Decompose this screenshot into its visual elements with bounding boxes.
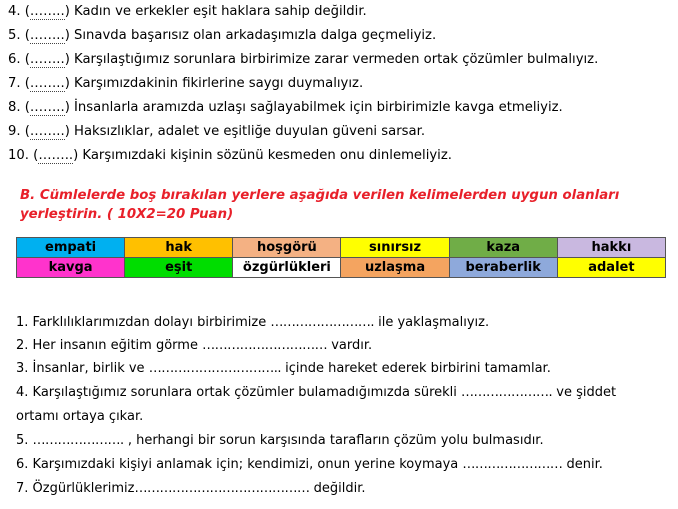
statement-9: 9. (……..) Haksızlıklar, adalet ve eşitliğe duyulan güveni sarsar. xyxy=(8,124,426,139)
answer-blank[interactable]: …….. xyxy=(29,4,65,19)
statement-6: 6. (……..) Karşılaştığımız sorunlara birbirimize zarar vermeden ortak çözümler bulmalıyız. xyxy=(8,52,599,67)
fill-sentence-7: 7. Özgürlüklerimiz…………………………………… değildir. xyxy=(16,481,366,496)
fill-blank[interactable]: …………………………………… xyxy=(134,481,310,496)
fill-sentence-6: 6. Karşımızdaki kişiyi anlamak için; kendimizi, onun yerine koymaya …………………… denir. xyxy=(16,457,603,472)
word-bank-row-1 xyxy=(17,238,666,258)
fill-blank[interactable]: …………………. xyxy=(32,433,124,448)
section-b-heading-line2: yerleştirin. ( 10X2=20 Puan) xyxy=(20,207,234,222)
word-bank-table xyxy=(16,237,666,278)
word-cell: hakkı xyxy=(557,238,665,258)
statement-7: 7. (……..) Karşımızdakinin fikirlerine saygı duymalıyız. xyxy=(8,76,364,91)
fill-blank[interactable]: ………………………….. xyxy=(148,361,281,376)
answer-blank[interactable]: …….. xyxy=(29,100,65,115)
word-cell: hoşgörü xyxy=(233,238,341,258)
fill-blank[interactable]: ……………………. xyxy=(270,315,374,330)
word-cell: uzlaşma xyxy=(341,258,449,278)
section-b-heading xyxy=(20,186,660,224)
statement-8: 8. (……..) İnsanlarla aramızda uzlaşı sağlayabilmek için birbirimizle kavga etmeliyiz. xyxy=(8,100,563,115)
statement-4: 4. (……..) Kadın ve erkekler eşit haklara sahip değildir. xyxy=(8,4,367,19)
answer-blank[interactable]: …….. xyxy=(29,76,65,91)
word-cell: sınırsız xyxy=(341,238,449,258)
fill-sentence-1: 1. Farklılıklarımızdan dolayı birbirimize ……………………. ile yaklaşmalıyız. xyxy=(16,315,490,330)
answer-blank[interactable]: …….. xyxy=(29,28,65,43)
word-cell: beraberlik xyxy=(449,258,557,278)
word-cell: eşit xyxy=(125,258,233,278)
word-cell: kaza xyxy=(449,238,557,258)
fill-blank[interactable]: …………………. xyxy=(461,385,553,400)
statement-5: 5. (……..) Sınavda başarısız olan arkadaşımızla dalga geçmeliyiz. xyxy=(8,28,437,43)
fill-sentence-3: 3. İnsanlar, birlik ve ………………………….. içinde hareket ederek birbirini tamamlar. xyxy=(16,361,551,376)
section-b-heading-line1: B. Cümlelerde boş bırakılan yerlere aşağıda verilen kelimelerden uygun olanları xyxy=(20,188,620,203)
fill-sentence-2: 2. Her insanın eğitim görme ………………………… vardır. xyxy=(16,338,373,353)
fill-sentence-4: 4. Karşılaştığımız sorunlara ortak çözümler bulamadığımızda sürekli …………………. ve şiddet xyxy=(16,385,617,400)
word-cell: kavga xyxy=(17,258,125,278)
word-cell: empati xyxy=(17,238,125,258)
answer-blank[interactable]: …….. xyxy=(38,148,74,163)
word-bank-row-2 xyxy=(17,258,666,278)
statement-10: 10. (……..) Karşımızdaki kişinin sözünü kesmeden onu dinlemeliyiz. xyxy=(8,148,452,163)
word-cell: özgürlükleri xyxy=(233,258,341,278)
answer-blank[interactable]: …….. xyxy=(29,124,65,139)
word-cell: hak xyxy=(125,238,233,258)
fill-sentence-5: 5. …………………. , herhangi bir sorun karşısında tarafların çözüm yolu bulmasıdır. xyxy=(16,433,544,448)
fill-blank[interactable]: ………………………… xyxy=(202,338,328,353)
fill-blank[interactable]: …………………… xyxy=(462,457,563,472)
word-cell: adalet xyxy=(557,258,665,278)
fill-sentence-4-cont: ortamı ortaya çıkar. xyxy=(16,409,144,424)
answer-blank[interactable]: …….. xyxy=(29,52,65,67)
